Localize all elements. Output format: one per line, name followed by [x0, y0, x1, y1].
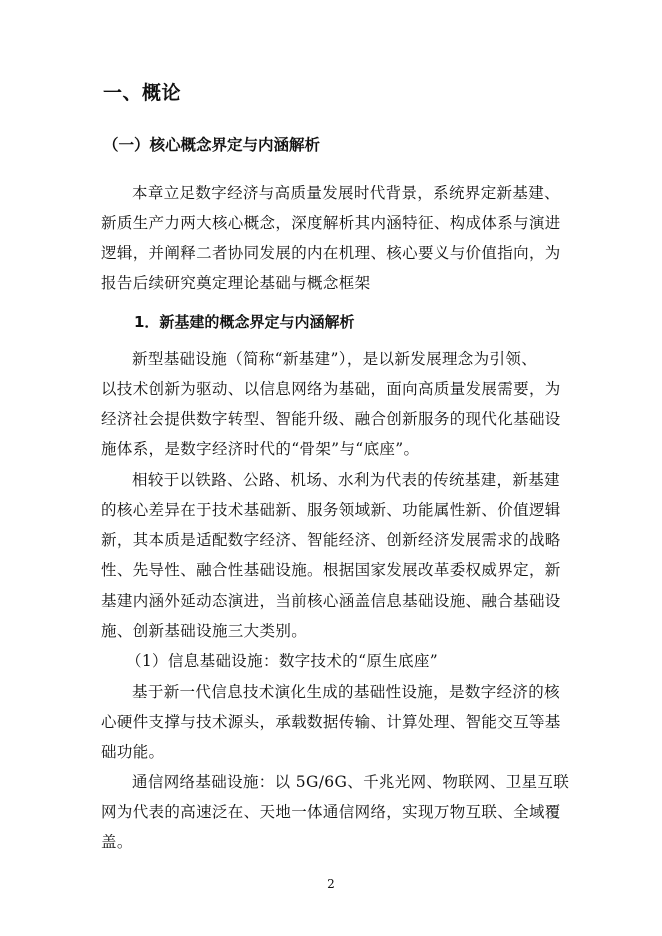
paragraph-line: 施体系，是数字经济时代的“骨架”与“底座”。: [101, 440, 420, 458]
paragraph-line: 基于新一代信息技术演化生成的基础性设施，是数字经济的核: [132, 683, 560, 701]
paragraph-line: 盖。: [101, 833, 133, 851]
paragraph-line: 经济社会提供数字转型、智能升级、融合创新服务的现代化基础设: [101, 410, 561, 428]
paragraph-line: 网为代表的高速泛在、天地一体通信网络，实现万物互联、全域覆: [101, 803, 561, 821]
subheading: （1）信息基础设施：数字技术的“原生底座”: [126, 652, 439, 670]
chapter-heading: 一、概论: [103, 82, 182, 104]
intro-line: 新质生产力两大核心概念，深度解析其内涵特征、构成体系与演进: [101, 214, 561, 232]
paragraph-line: 心硬件支撑与技术源头，承载数据传输、计算处理、智能交互等基: [101, 713, 561, 731]
paragraph-line: 的核心差异在于技术基础新、服务领域新、功能属性新、价值逻辑: [101, 501, 561, 519]
intro-line: 本章立足数字经济与高质量发展时代背景，系统界定新基建、: [132, 184, 560, 202]
paragraph-line: 性、先导性、融合性基础设施。根据国家发展改革委权威界定，新: [101, 561, 561, 579]
paragraph-line: 相较于以铁路、公路、机场、水利为代表的传统基建，新基建: [132, 471, 560, 489]
section-heading: （一）核心概念界定与内涵解析: [103, 136, 321, 154]
intro-line: 报告后续研究奠定理论基础与概念框架: [101, 274, 371, 292]
page-number: 2: [327, 877, 335, 891]
intro-line: 逻辑，并阐释二者协同发展的内在机理、核心要义与价值指向，为: [101, 244, 561, 262]
paragraph-line: 新型基础设施（简称“新基建”），是以新发展理念为引领、: [132, 350, 538, 368]
subsection-heading: 1．新基建的概念界定与内涵解析: [134, 313, 355, 331]
paragraph-line: 施、创新基础设施三大类别。: [101, 622, 308, 640]
paragraph-line: 新，其本质是适配数字经济、智能经济、创新经济发展需求的战略: [101, 531, 561, 549]
paragraph-line: 基建内涵外延动态演进，当前核心涵盖信息基础设施、融合基础设: [101, 592, 561, 610]
paragraph-line: 通信网络基础设施：以 5G/6G、千兆光网、物联网、卫星互联: [132, 773, 570, 791]
paragraph-line: 以技术创新为驱动、以信息网络为基础，面向高质量发展需要，为: [101, 380, 561, 398]
paragraph-line: 础功能。: [101, 743, 165, 761]
